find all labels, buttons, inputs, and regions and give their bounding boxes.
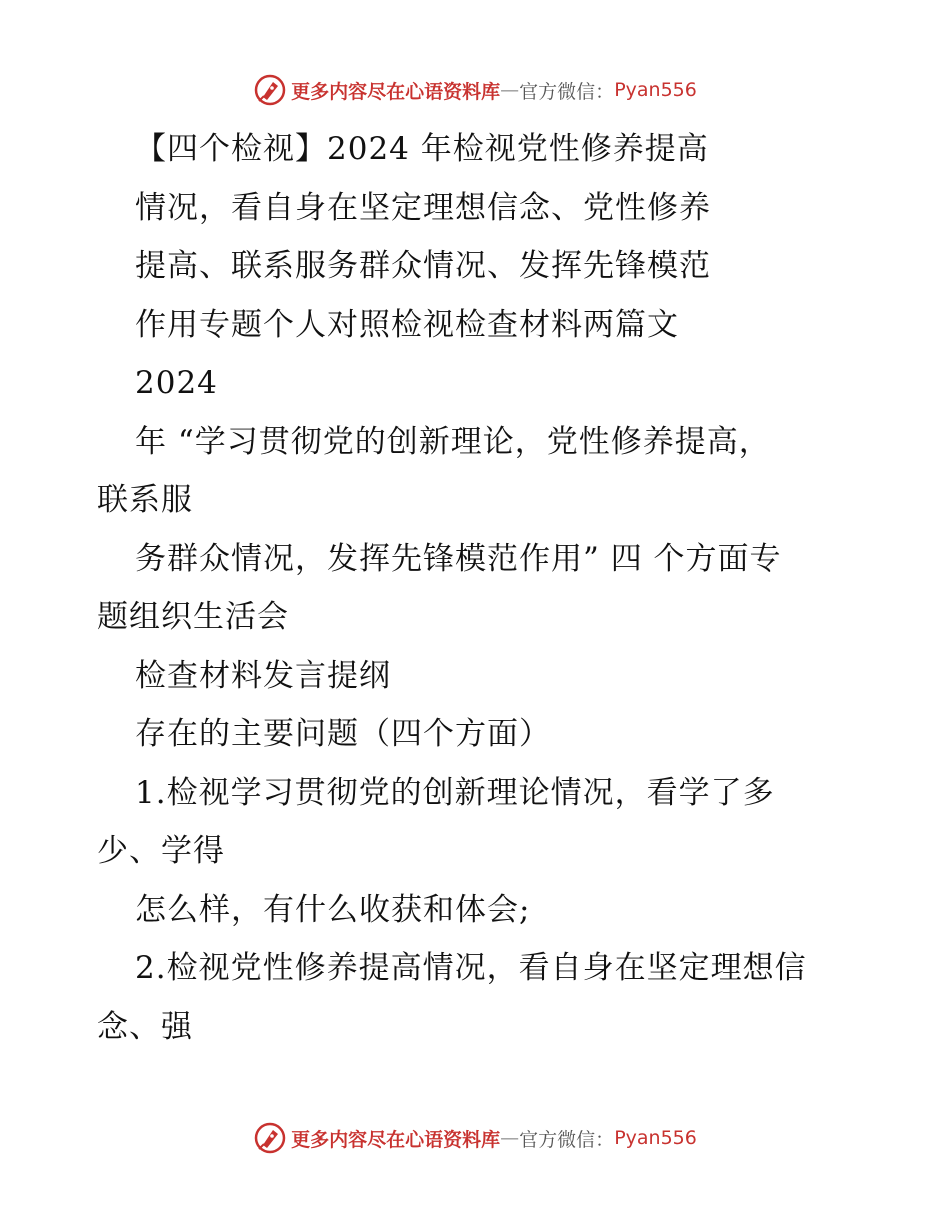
wechat-label: 官方微信： (519, 80, 615, 103)
document-body (97, 120, 867, 1056)
wechat-id: Pyan556 (614, 79, 697, 101)
watermark-banner-bottom (0, 1118, 950, 1158)
paragraph-line: 题组织生活会 (97, 599, 289, 635)
section-heading: 检查材料发言提纲 (135, 657, 391, 694)
watermark-brand: 更多内容尽在心语资料库 (291, 1128, 501, 1151)
list-item: 1.检视学习贯彻党的创新理论情况，看学了多 (135, 774, 775, 811)
list-item-continuation: 怎么样，有什么收获和体会; (135, 891, 531, 928)
title-line-4: 作用专题个人对照检视检查材料两篇文 (135, 306, 679, 343)
wechat-label: 官方微信： (519, 1128, 615, 1151)
watermark-separator: — (500, 1127, 520, 1149)
pen-nib-logo-icon (253, 1121, 287, 1155)
paragraph-line: 务群众情况，发挥先锋模范作用” 四 个方面专 (135, 540, 782, 577)
paragraph-line: 联系服 (97, 482, 193, 518)
pen-nib-logo-icon (253, 73, 287, 107)
wechat-id: Pyan556 (614, 1127, 697, 1149)
paragraph-line: 年 “学习贯彻党的创新理论，党性修养提高， (135, 423, 771, 460)
list-item-continuation: 少、学得 (97, 833, 225, 869)
watermark-brand: 更多内容尽在心语资料库 (291, 80, 501, 103)
title-line-1: 【四个检视】2024 年检视党性修养提高 (135, 131, 709, 167)
section-heading: 存在的主要问题（四个方面） (135, 716, 551, 752)
title-line-2: 情况，看自身在坚定理想信念、党性修养 (135, 189, 711, 226)
watermark-banner-top (0, 70, 950, 110)
list-item: 2.检视党性修养提高情况，看自身在坚定理想信 (135, 950, 807, 986)
list-item-continuation: 念、强 (97, 1008, 193, 1045)
watermark-separator: — (500, 79, 520, 101)
title-line-3: 提高、联系服务群众情况、发挥先锋模范 (135, 248, 711, 284)
year-line: 2024 (135, 365, 218, 401)
